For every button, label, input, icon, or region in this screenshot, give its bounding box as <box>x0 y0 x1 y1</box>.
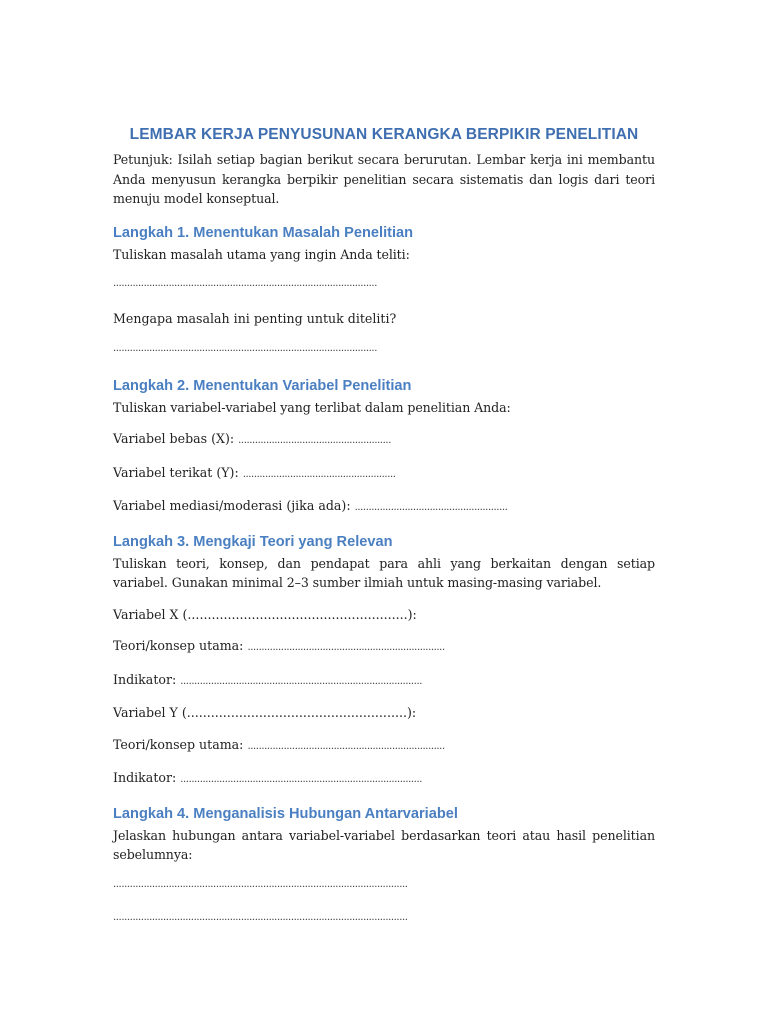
indicator-y-row <box>113 768 655 790</box>
mediating-variable-row <box>113 496 655 518</box>
step1-question-2: Mengapa masalah ini penting untuk diteliti? <box>113 311 397 326</box>
dependent-variable-field[interactable]: ....................................................... <box>242 468 396 480</box>
theory-y-label: Teori/konsep utama: <box>113 736 244 752</box>
theory-x-label: Teori/konsep utama: <box>113 638 244 653</box>
mediating-variable-field[interactable]: ....................................................... <box>354 502 508 513</box>
theory-x-row <box>113 636 655 658</box>
indicator-x-row <box>113 670 655 692</box>
step1-question-1: Tuliskan masalah utama yang ingin Anda teliti: <box>113 246 410 262</box>
theory-x-field[interactable]: ....................................................................... <box>247 642 445 653</box>
theory-y-row <box>113 735 655 757</box>
mediating-variable-label: Variabel mediasi/moderasi (jika ada): <box>113 498 351 513</box>
indicator-y-field[interactable]: ....................................................................................... <box>180 774 422 785</box>
independent-variable-row <box>113 429 655 451</box>
dependent-variable-label: Variabel terikat (Y): <box>113 464 239 480</box>
step2-intro: Tuliskan variabel-variabel yang terlibat dalam penelitian Anda: <box>113 399 511 415</box>
worksheet-page <box>113 124 655 931</box>
independent-variable-field[interactable]: ....................................................... <box>238 435 391 446</box>
independent-variable-label: Variabel bebas (X): <box>113 431 235 446</box>
step3-intro: Tuliskan teori, konsep, dan pendapat para ahli yang berkaitan dengan setiap variabel. Gunakan minimal 2–3 sumber ilmiah untuk masing-masing variabel. <box>113 555 655 590</box>
step1-heading: Langkah 1. Menentukan Masalah Penelitian <box>113 224 414 241</box>
step4-answer-line-1[interactable]: .......................................................................................................... <box>113 878 408 890</box>
step4-answer-line-2[interactable]: .......................................................................................................... <box>113 911 408 923</box>
document-title: LEMBAR KERJA PENYUSUNAN KERANGKA BERPIKIR PENELITIAN <box>129 126 639 143</box>
step1-answer-line-1[interactable]: ............................................................................................... <box>113 278 377 289</box>
indicator-x-label: Indikator: <box>113 671 177 687</box>
step3-heading: Langkah 3. Mengkaji Teori yang Relevan <box>113 533 393 550</box>
step2-heading: Langkah 2. Menentukan Variabel Penelitian <box>113 377 412 394</box>
dependent-variable-row <box>113 463 655 485</box>
indicator-x-field[interactable]: ....................................................................................... <box>180 675 422 687</box>
step1-answer-line-2[interactable]: ............................................................................................... <box>113 342 377 354</box>
variable-y-row[interactable]: Variabel Y (.......................................................): <box>113 705 417 720</box>
variable-x-row[interactable]: Variabel X (.......................................................): <box>113 606 417 622</box>
theory-y-field[interactable]: ....................................................................... <box>247 740 445 752</box>
indicator-y-label: Indikator: <box>113 770 177 785</box>
instructions-paragraph: Petunjuk: Isilah setiap bagian berikut secara berurutan. Lembar kerja ini membantu Anda menyusun kerangka berpikir penelitian secara sistematis dan logis dari teori menuju model konseptual. <box>113 152 655 206</box>
step4-intro: Jelaskan hubungan antara variabel-variabel berdasarkan teori atau hasil penelitian sebelumnya: <box>113 827 655 862</box>
step4-heading: Langkah 4. Menganalisis Hubungan Antarvariabel <box>113 805 458 822</box>
